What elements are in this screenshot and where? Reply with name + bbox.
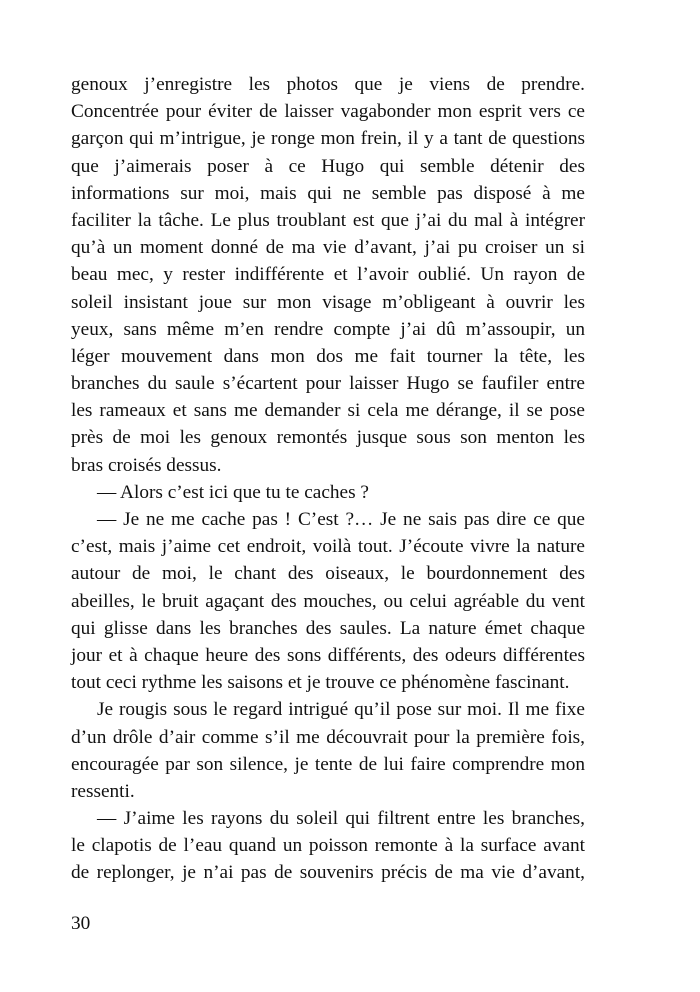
text-line: encouragée par son silence, je tente de lui faire comprendre mon <box>71 753 585 775</box>
page-body-text <box>71 71 585 887</box>
page-number: 30 <box>71 913 91 934</box>
text-line: le clapotis de l’eau quand un poisson remonte à la surface avant <box>71 835 585 857</box>
text-line: branches du saule s’écartent pour laisser Hugo se faufiler entre <box>71 373 585 395</box>
text-line: beau mec, y rester indifférente et l’avoir oublié. Un rayon de <box>71 264 585 286</box>
text-line: c’est, mais j’aime cet endroit, voilà tout. J’écoute vivre la nature <box>71 536 585 558</box>
text-line: tout ceci rythme les saisons et je trouve ce phénomène fascinant. <box>71 672 570 694</box>
text-line: soleil insistant joue sur mon visage m’obligeant à ouvrir les <box>71 291 585 313</box>
text-line: que j’aimerais poser à ce Hugo qui semble détenir des <box>71 155 585 177</box>
text-line: léger mouvement dans mon dos me fait tourner la tête, les <box>71 345 585 367</box>
text-line: abeilles, le bruit agaçant des mouches, ou celui agréable du vent <box>71 590 585 612</box>
text-line: qu’à un moment donné de ma vie d’avant, j’ai pu croiser un si <box>71 237 585 259</box>
text-line: d’un drôle d’air comme s’il me découvrait pour la première fois, <box>71 726 585 748</box>
text-line: bras croisés dessus. <box>71 454 222 476</box>
text-line: autour de moi, le chant des oiseaux, le bourdonnement des <box>71 563 585 585</box>
text-line: Concentrée pour éviter de laisser vagabonder mon esprit vers ce <box>71 101 585 123</box>
text-line: de replonger, je n’ai pas de souvenirs précis de ma vie d’avant, <box>71 862 585 884</box>
text-line: yeux, sans même m’en rendre compte j’ai dû m’assoupir, un <box>71 318 585 340</box>
text-line: — Je ne me cache pas ! C’est ?… Je ne sais pas dire ce que <box>97 509 585 530</box>
text-line: garçon qui m’intrigue, je ronge mon frein, il y a tant de questions <box>71 128 585 150</box>
text-line: genoux j’enregistre les photos que je viens de prendre. <box>71 74 585 95</box>
text-line: faciliter la tâche. Le plus troublant est que j’ai du mal à intégrer <box>71 209 585 231</box>
text-line: — Alors c’est ici que tu te caches ? <box>97 481 369 503</box>
text-line: les rameaux et sans me demander si cela me dérange, il se pose <box>71 400 585 422</box>
text-line: informations sur moi, mais qui ne semble pas disposé à me <box>71 182 585 204</box>
text-line: qui glisse dans les branches des saules. La nature émet chaque <box>71 617 585 639</box>
text-line: — J’aime les rayons du soleil qui filtrent entre les branches, <box>97 808 585 830</box>
text-line: Je rougis sous le regard intrigué qu’il pose sur moi. Il me fixe <box>97 699 585 721</box>
text-line: ressenti. <box>71 780 135 802</box>
text-line: jour et à chaque heure des sons différents, des odeurs différentes <box>71 644 585 666</box>
text-line: près de moi les genoux remontés jusque sous son menton les <box>71 427 585 449</box>
